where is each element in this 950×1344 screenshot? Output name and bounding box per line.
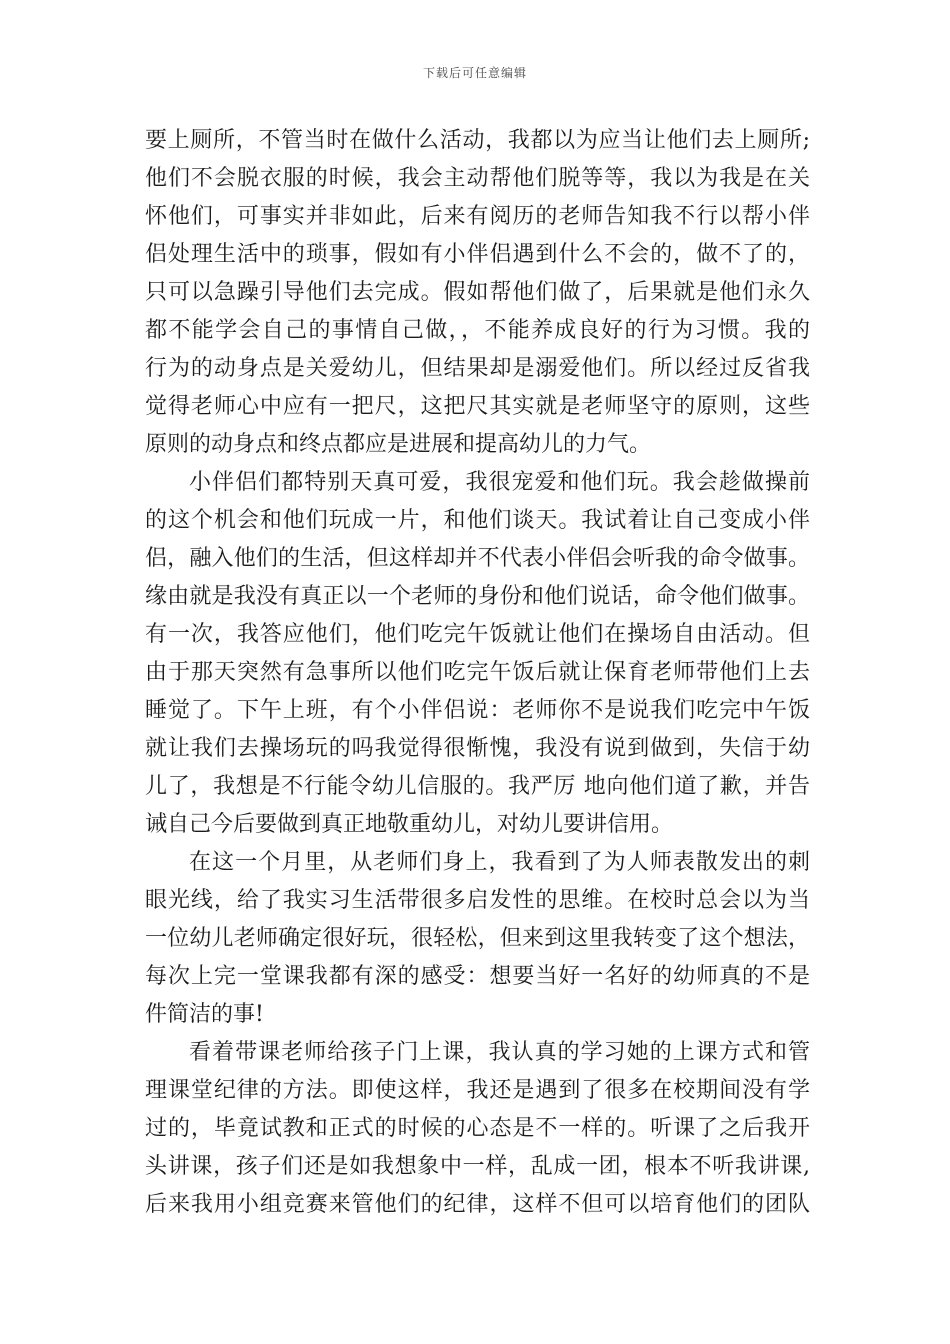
text-line: 侣处理生活中的琐事，假如有小伴侣遇到什么不会的，做不了的， — [145, 242, 810, 267]
text-line: 每次上完一堂课我都有深的感受：想要当好一名好的幼师真的不是 — [145, 964, 810, 989]
text-line: 有一次，我答应他们，他们吃完午饭就让他们在操场自由活动。但 — [145, 622, 810, 647]
text-line: 一位幼儿老师确定很好玩，很轻松，但来到这里我转变了这个想法， — [145, 926, 810, 951]
text-line: 小伴侣们都特别天真可爱，我很宠爱和他们玩。我会趁做操前 — [189, 470, 810, 495]
text-line: 侣，融入他们的生活，但这样却并不代表小伴侣会听我的命令做事。 — [145, 546, 810, 571]
text-line: 理课堂纪律的方法。即使这样，我还是遇到了很多在校期间没有学 — [145, 1078, 810, 1103]
text-line: 件简洁的事! — [145, 1002, 264, 1027]
text-line: 由于那天突然有急事所以他们吃完午饭后就让保育老师带他们上去 — [145, 660, 810, 685]
paragraph — [145, 122, 810, 464]
text-line: 的这个机会和他们玩成一片，和他们谈天。我试着让自己变成小伴 — [145, 508, 810, 533]
paragraph — [145, 1034, 810, 1224]
text-line: 后来我用小组竞赛来管他们的纪律，这样不但可以培育他们的团队 — [145, 1192, 810, 1217]
paragraph — [145, 464, 810, 844]
paragraph — [145, 844, 810, 1034]
text-line: 都不能学会自己的事情自己做，，不能养成良好的行为习惯。我的 — [145, 318, 810, 343]
text-line: 看着带课老师给孩子门上课，我认真的学习她的上课方式和管 — [189, 1040, 810, 1065]
text-line: 只可以急躁引导他们去完成。假如帮他们做了，后果就是他们永久 — [145, 280, 810, 305]
text-line: 头讲课，孩子们还是如我想象中一样，乱成一团，根本不听我讲课, — [145, 1154, 810, 1179]
text-line: 他们不会脱衣服的时候，我会主动帮他们脱等等，我以为我是在关 — [145, 166, 810, 191]
text-line: 要上厕所，不管当时在做什么活动，我都以为应当让他们去上厕所; — [145, 128, 810, 153]
document-body — [145, 122, 810, 1224]
text-line: 觉得老师心中应有一把尺，这把尺其实就是老师坚守的原则，这些 — [145, 394, 810, 419]
text-line: 原则的动身点和终点都应是进展和提高幼儿的力气。 — [145, 432, 652, 457]
text-line: 眼光线，给了我实习生活带很多启发性的思维。在校时总会以为当 — [145, 888, 810, 913]
page-header: 下载后可任意编辑 — [422, 66, 527, 80]
text-line: 怀他们，可事实并非如此，后来有阅历的老师告知我不行以帮小伴 — [145, 204, 810, 229]
text-line: 在这一个月里，从老师们身上，我看到了为人师表散发出的刺 — [189, 850, 810, 875]
text-line: 诫自己今后要做到真正地敬重幼儿，对幼儿要讲信用。 — [145, 812, 674, 837]
text-line: 行为的动身点是关爱幼儿，但结果却是溺爱他们。所以经过反省我 — [145, 356, 810, 381]
text-line: 过的，毕竟试教和正式的时候的心态是不一样的。听课了之后我开 — [145, 1116, 810, 1141]
text-line: 睡觉了。下午上班，有个小伴侣说：老师你不是说我们吃完中午饭 — [145, 698, 810, 723]
text-line: 缘由就是我没有真正以一个老师的身份和他们说话，命令他们做事。 — [145, 584, 810, 609]
text-line: 就让我们去操场玩的吗我觉得很惭愧，我没有说到做到，失信于幼 — [145, 736, 810, 761]
text-line: 儿了，我想是不行能令幼儿信服的。我严厉 地向他们道了歉，并告 — [145, 774, 810, 799]
